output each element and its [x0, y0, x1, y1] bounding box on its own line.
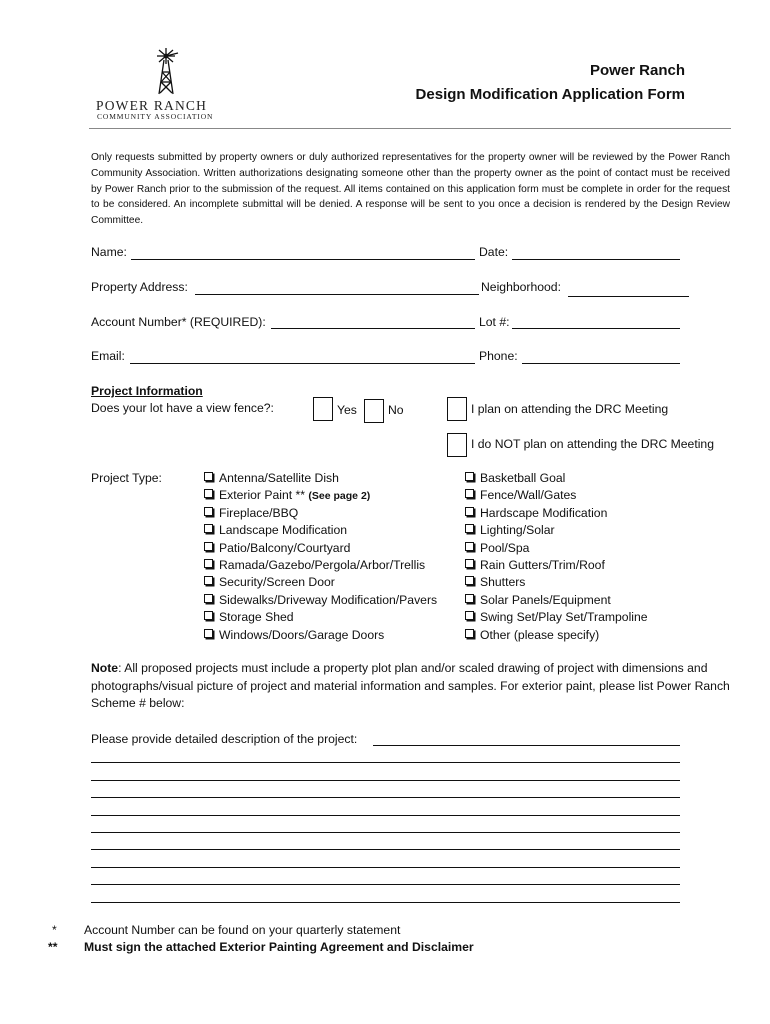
checkbox-icon — [465, 611, 474, 620]
footnote-text: Must sign the attached Exterior Painting Agreement and Disclaimer — [84, 940, 474, 954]
neighborhood-field[interactable] — [568, 296, 689, 297]
project-type-option[interactable]: Rain Gutters/Trim/Roof — [465, 557, 605, 574]
view-fence-no-checkbox[interactable] — [364, 399, 384, 423]
project-type-option[interactable]: Swing Set/Play Set/Trampoline — [465, 609, 648, 626]
checkbox-icon — [204, 594, 213, 603]
name-label: Name: — [91, 245, 127, 259]
checkbox-icon — [204, 576, 213, 585]
windmill-logo-icon — [146, 44, 186, 98]
not-attend-drc-label: I do NOT plan on attending the DRC Meeting — [471, 437, 714, 451]
project-type-option[interactable]: Sidewalks/Driveway Modification/Pavers — [204, 592, 437, 609]
attend-drc-checkbox[interactable] — [447, 397, 467, 421]
project-type-option[interactable]: Hardscape Modification — [465, 505, 607, 522]
note-paragraph — [91, 660, 736, 713]
name-field[interactable] — [131, 259, 475, 260]
note-text: : All proposed projects must include a property plot plan and/or scaled drawing of project with dimensions and photographs/visual picture of project and material information and samples. For exterior paint, please list Power Ranch Scheme # below: — [91, 661, 730, 711]
logo-name: POWER RANCH — [96, 98, 208, 113]
project-type-option[interactable]: Ramada/Gazebo/Pergola/Arbor/Trellis — [204, 557, 425, 574]
description-line[interactable] — [91, 832, 680, 833]
project-type-option[interactable]: Storage Shed — [204, 609, 294, 626]
description-line[interactable] — [91, 902, 680, 903]
checkbox-icon — [204, 629, 213, 638]
checkbox-icon — [465, 576, 474, 585]
description-line[interactable] — [91, 815, 680, 816]
footnote-mark: * — [52, 923, 57, 937]
footnote-text: Account Number can be found on your quarterly statement — [84, 923, 401, 937]
lot-field[interactable] — [512, 328, 680, 329]
email-field[interactable] — [130, 363, 475, 364]
neighborhood-label: Neighborhood: — [481, 280, 561, 294]
description-line[interactable] — [91, 780, 680, 781]
project-type-option[interactable]: Patio/Balcony/Courtyard — [204, 540, 350, 557]
project-type-option[interactable]: Pool/Spa — [465, 540, 529, 557]
checkbox-icon — [204, 472, 213, 481]
checkbox-icon — [204, 507, 213, 516]
lot-label: Lot #: — [479, 315, 510, 329]
project-type-option[interactable]: Solar Panels/Equipment — [465, 592, 611, 609]
view-fence-no-label: No — [388, 403, 404, 417]
description-line[interactable] — [91, 884, 680, 885]
property-address-label: Property Address: — [91, 280, 188, 294]
project-type-option[interactable]: Exterior Paint ** (See page 2) — [204, 487, 370, 505]
description-line[interactable] — [91, 849, 680, 850]
view-fence-question: Does your lot have a view fence?: — [91, 401, 274, 415]
checkbox-icon — [465, 472, 474, 481]
checkbox-icon — [204, 611, 213, 620]
date-field[interactable] — [512, 259, 680, 260]
checkbox-icon — [465, 594, 474, 603]
account-number-field[interactable] — [271, 328, 475, 329]
view-fence-yes-label: Yes — [337, 403, 357, 417]
project-type-option[interactable]: Windows/Doors/Garage Doors — [204, 627, 384, 644]
description-line[interactable] — [91, 867, 680, 868]
account-number-label: Account Number* (REQUIRED): — [91, 315, 266, 329]
project-type-option[interactable]: Lighting/Solar — [465, 522, 555, 539]
checkbox-icon — [465, 542, 474, 551]
description-label: Please provide detailed description of the project: — [91, 732, 358, 746]
checkbox-icon — [465, 489, 474, 498]
footnote-mark: ** — [48, 940, 58, 954]
project-type-option[interactable]: Basketball Goal — [465, 470, 565, 487]
checkbox-icon — [465, 559, 474, 568]
project-type-option[interactable]: Landscape Modification — [204, 522, 347, 539]
checkbox-icon — [204, 489, 213, 498]
checkbox-icon — [204, 524, 213, 533]
view-fence-yes-checkbox[interactable] — [313, 397, 333, 421]
phone-field[interactable] — [522, 363, 680, 364]
project-type-option[interactable]: Fireplace/BBQ — [204, 505, 298, 522]
checkbox-icon — [204, 542, 213, 551]
form-title-org: Power Ranch — [589, 62, 685, 79]
email-label: Email: — [91, 349, 125, 363]
intro-paragraph: Only requests submitted by property owners or duly authorized representatives for the property owner will be reviewed by the Power Ranch Community Association. Written authorizations designating someone other than the property owner as the point of contact must be received by Power Ranch prior to the submission of the request. All items contained on this application form must be complete in order for the request to be considered. An incomplete submittal will be denied. A response will be sent to you once a decision is rendered by the Design Review Committee. — [91, 152, 730, 227]
checkbox-icon — [465, 524, 474, 533]
project-info-heading: Project Information — [91, 384, 203, 398]
logo-subtitle: COMMUNITY ASSOCIATION — [97, 112, 214, 121]
phone-label: Phone: — [479, 349, 518, 363]
project-type-option[interactable]: Fence/Wall/Gates — [465, 487, 576, 504]
description-line[interactable] — [91, 762, 680, 763]
description-line[interactable] — [373, 745, 680, 746]
form-title: Design Modification Application Form — [415, 86, 685, 103]
paint-note: (See page 2) — [308, 490, 371, 502]
checkbox-icon — [204, 559, 213, 568]
property-address-field[interactable] — [195, 294, 479, 295]
not-attend-drc-checkbox[interactable] — [447, 433, 467, 457]
attend-drc-label: I plan on attending the DRC Meeting — [471, 402, 669, 416]
project-type-label: Project Type: — [91, 471, 162, 485]
date-label: Date: — [479, 245, 509, 259]
checkbox-icon — [465, 507, 474, 516]
project-type-option[interactable]: Security/Screen Door — [204, 574, 335, 591]
checkbox-icon — [465, 629, 474, 638]
description-line[interactable] — [91, 797, 680, 798]
header-divider — [89, 128, 731, 129]
project-type-option[interactable]: Other (please specify) — [465, 627, 599, 644]
note-label: Note — [91, 661, 119, 675]
project-type-option[interactable]: Antenna/Satellite Dish — [204, 470, 339, 487]
project-type-option[interactable]: Shutters — [465, 574, 525, 591]
